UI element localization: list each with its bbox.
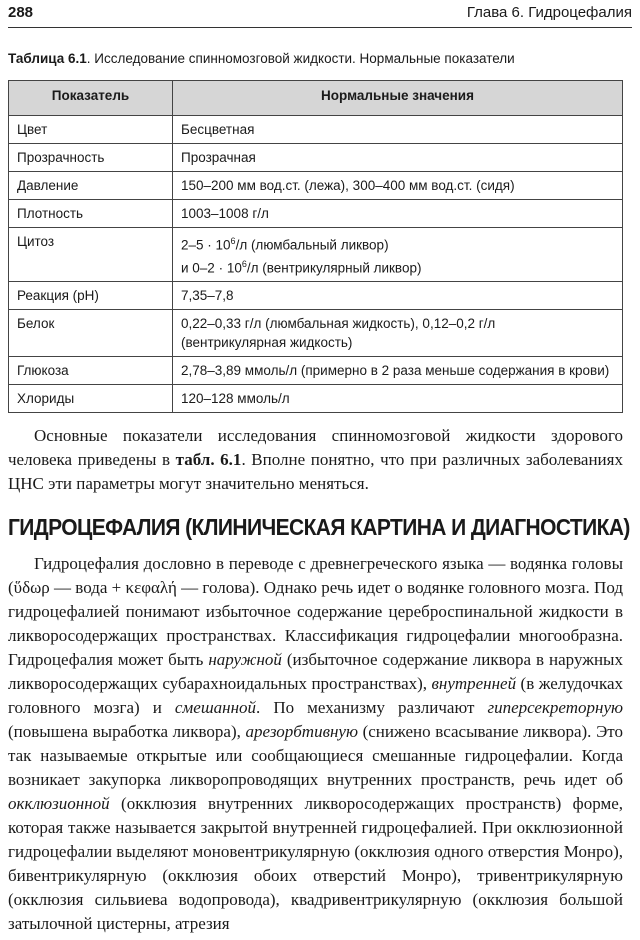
param-name: Белок	[9, 310, 173, 357]
param-name: Реакция (pH)	[9, 282, 173, 310]
param-value: 1003–1008 г/л	[173, 200, 623, 228]
page-number: 288	[8, 4, 34, 21]
param-value	[173, 228, 623, 282]
table-row	[9, 385, 623, 413]
table-row	[9, 172, 623, 200]
table-caption-label: Таблица 6.1	[8, 51, 87, 66]
table-row	[9, 282, 623, 310]
table-caption-text: . Исследование спинномозговой жидкости. Нормальные показатели	[86, 51, 515, 66]
table-row	[9, 228, 623, 282]
param-name: Хлориды	[9, 385, 173, 413]
param-value: 120–128 ммоль/л	[173, 385, 623, 413]
param-value: 7,35–7,8	[173, 282, 623, 310]
param-value-line: $2-5 \cdot 10^6/л$ (люмбальный ликвор)	[181, 236, 389, 253]
param-name: Плотность	[9, 200, 173, 228]
page-header	[8, 0, 632, 28]
chapter-title: Глава 6. Гидроцефалия	[466, 4, 632, 21]
param-name: Цвет	[9, 116, 173, 144]
param-value-line: 0,22–0,33 г/л (люмбальная жидкость), 0,12–0,2 г/л	[181, 316, 496, 331]
table-reference: табл. 6.1	[175, 450, 242, 469]
param-value-line: (вентрикулярная жидкость)	[181, 335, 353, 350]
table-row	[9, 357, 623, 385]
table-row	[9, 116, 623, 144]
table-header-row	[9, 81, 623, 116]
param-name: Цитоз	[9, 228, 173, 282]
table-caption	[8, 51, 633, 66]
param-value: 150–200 мм вод.ст. (лежа), 300–400 мм вод.ст. (сидя)	[173, 172, 623, 200]
table-row	[9, 144, 623, 172]
param-value-line: и $0-2 \cdot 10^6/л$ (вентрикулярный ликвор)	[181, 258, 422, 275]
column-header-parameter: Показатель	[9, 81, 173, 116]
paragraph-summary: Основные показатели исследования спинномозговой жидкости здорового человека приведены в табл. 6.1. Вполне понятно, что при различных заболеваниях ЦНС эти параметры могут значительно меняться.	[8, 426, 623, 493]
table-row	[9, 200, 623, 228]
csf-parameters-table	[8, 80, 623, 413]
param-name: Глюкоза	[9, 357, 173, 385]
table-row	[9, 310, 623, 357]
column-header-normal-values: Нормальные значения	[173, 81, 623, 116]
param-name: Давление	[9, 172, 173, 200]
param-value	[173, 310, 623, 357]
param-value: Прозрачная	[173, 144, 623, 172]
param-value: Бесцветная	[173, 116, 623, 144]
param-value: 2,78–3,89 ммоль/л (примерно в 2 раза меньше содержания в крови)	[173, 357, 623, 385]
param-name: Прозрачность	[9, 144, 173, 172]
section-heading: ГИДРОЦЕФАЛИЯ (КЛИНИЧЕСКАЯ КАРТИНА И ДИАГНОСТИКА)	[8, 515, 630, 541]
paragraph-hydrocephalus: Гидроцефалия дословно в переводе с древнегреческого языка — водянка головы (ὕδωρ — вода + κεφαλή — голова). Однако речь идет о водянке головного мозга. Под гидроцефалией понимают избыточное содержание цереброспинальной жидкости в ликворосодержащих пространствах. Классификация гидроцефалии многообразна. Гидроцефалия может быть наружной (избыточное содержание ликвора в наружных ликворосодержащих субарахноидальных пространствах), внутренней (в желудочках головного мозга) и смешанной. По механизму различают гиперсекреторную (повышена выработка ликвора), арезорбтивную (снижено всасывание ликвора). Это так называемые открытые или сообщающиеся смешанные гидроцефалии. Когда возникает закупорка ликворопроводящих внутренних пространств, речь идет об окклюзионной (окклюзия внутренних ликворосодержащих пространств) форме, которая также называется закрытой внутренней гидроцефалией. При окклюзионной гидроцефалии выделяют моновентрикулярную (окклюзия одного отверстия Монро), бивентрикулярную (окклюзия обоих отверстий Монро), тривентрикулярную (окклюзия сильвиева водопровода), квадривентрикулярную (окклюзия большой затылочной цистерны, атрезия	[8, 554, 624, 933]
